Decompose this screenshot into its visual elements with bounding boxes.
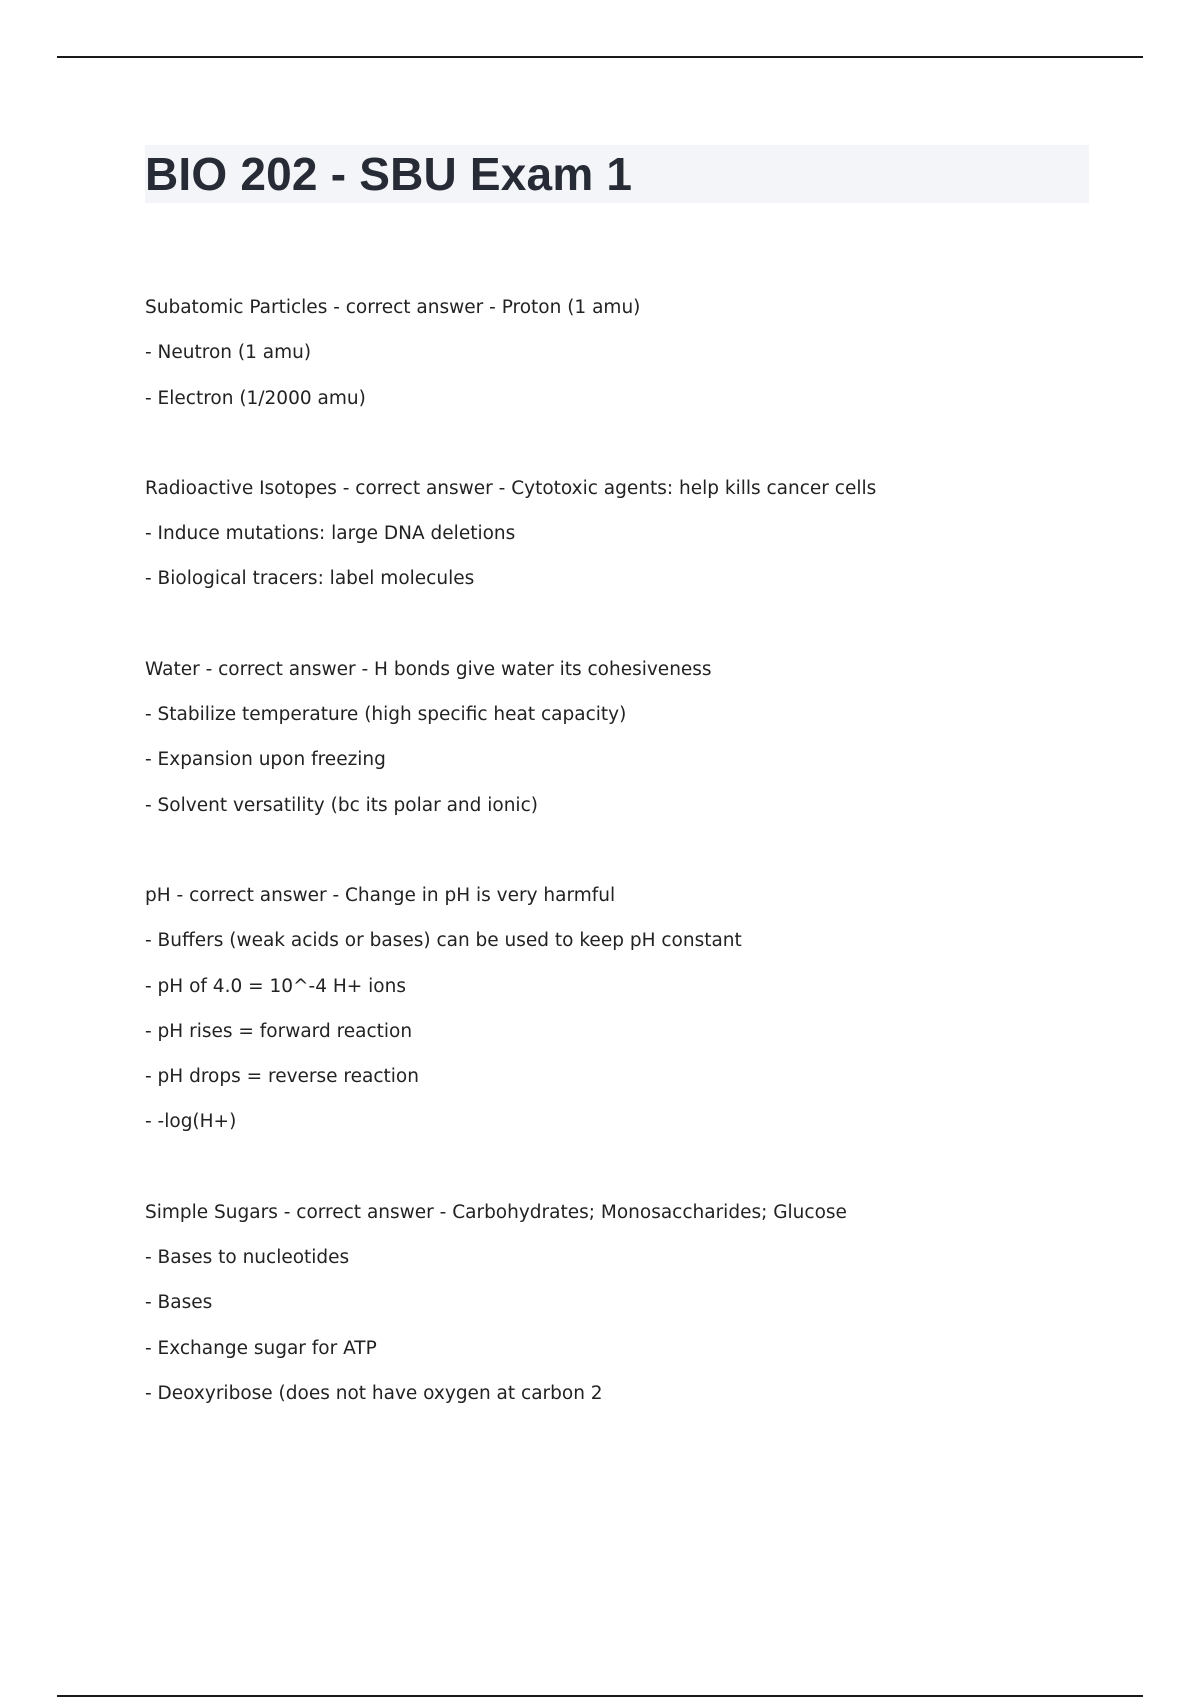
card-first-line <box>145 873 1095 918</box>
card-separator: - correct answer - <box>170 884 346 906</box>
card-first-line <box>145 285 1095 330</box>
card-answer-line: - -log(H+) <box>145 1111 237 1133</box>
card-separator: - correct answer - <box>199 658 375 680</box>
bottom-divider <box>57 1695 1143 1697</box>
card-answer-line: - pH rises = forward reaction <box>145 1020 413 1042</box>
card-answer-first: Proton (1 amu) <box>501 297 641 318</box>
card-answer-line: - Bases to nucleotides <box>145 1247 350 1269</box>
card-separator: - correct answer - <box>277 1201 453 1223</box>
card-term: Radioactive Isotopes <box>145 477 337 499</box>
flashcard <box>145 1190 1095 1416</box>
card-separator: - correct answer - <box>327 297 502 318</box>
flashcard <box>145 647 1095 828</box>
card-term: Simple Sugars <box>145 1201 278 1223</box>
card-answer-line: - Expansion upon freezing <box>145 749 386 771</box>
card-answer-first: Change in pH is very harmful <box>345 884 616 906</box>
card-answer-line: - pH drops = reverse reaction <box>145 1066 419 1088</box>
flashcard <box>145 285 1095 421</box>
card-answer-line: - Induce mutations: large DNA deletions <box>145 523 516 545</box>
card-term: Water <box>145 658 200 680</box>
card-answer-first: H bonds give water its cohesiveness <box>374 658 712 680</box>
card-answer-line: - Solvent versatility (bc its polar and ionic) <box>145 794 538 816</box>
card-answer-line: - Exchange sugar for ATP <box>145 1337 377 1359</box>
card-answer-line: - Bases <box>145 1292 213 1314</box>
card-first-line <box>145 1190 1095 1235</box>
flashcard-list <box>145 285 1095 1461</box>
page-title: BIO 202 - SBU Exam 1 <box>145 148 633 200</box>
card-answer-line: - pH of 4.0 = 10^-4 H+ ions <box>145 975 406 997</box>
card-answer-first: Cytotoxic agents: help kills cancer cells <box>511 477 877 499</box>
card-answer-line: - Deoxyribose (does not have oxygen at carbon 2 <box>145 1382 603 1404</box>
flashcard <box>145 873 1095 1145</box>
card-answer-line: - Biological tracers: label molecules <box>145 568 475 590</box>
card-separator: - correct answer - <box>336 477 512 499</box>
card-answer-line: - Electron (1/2000 amu) <box>145 387 366 409</box>
flashcard <box>145 466 1095 602</box>
card-term: Subatomic Particles <box>145 297 328 318</box>
card-first-line <box>145 647 1095 692</box>
card-first-line <box>145 466 1095 511</box>
card-answer-first: Carbohydrates; Monosaccharides; Glucose <box>452 1201 847 1223</box>
card-answer-line: - Stabilize temperature (high specific heat capacity) <box>145 704 627 726</box>
card-answer-line: - Neutron (1 amu) <box>145 342 312 364</box>
card-term: pH <box>145 884 171 906</box>
top-divider <box>57 56 1143 58</box>
card-answer-line: - Buffers (weak acids or bases) can be used to keep pH constant <box>145 930 742 952</box>
